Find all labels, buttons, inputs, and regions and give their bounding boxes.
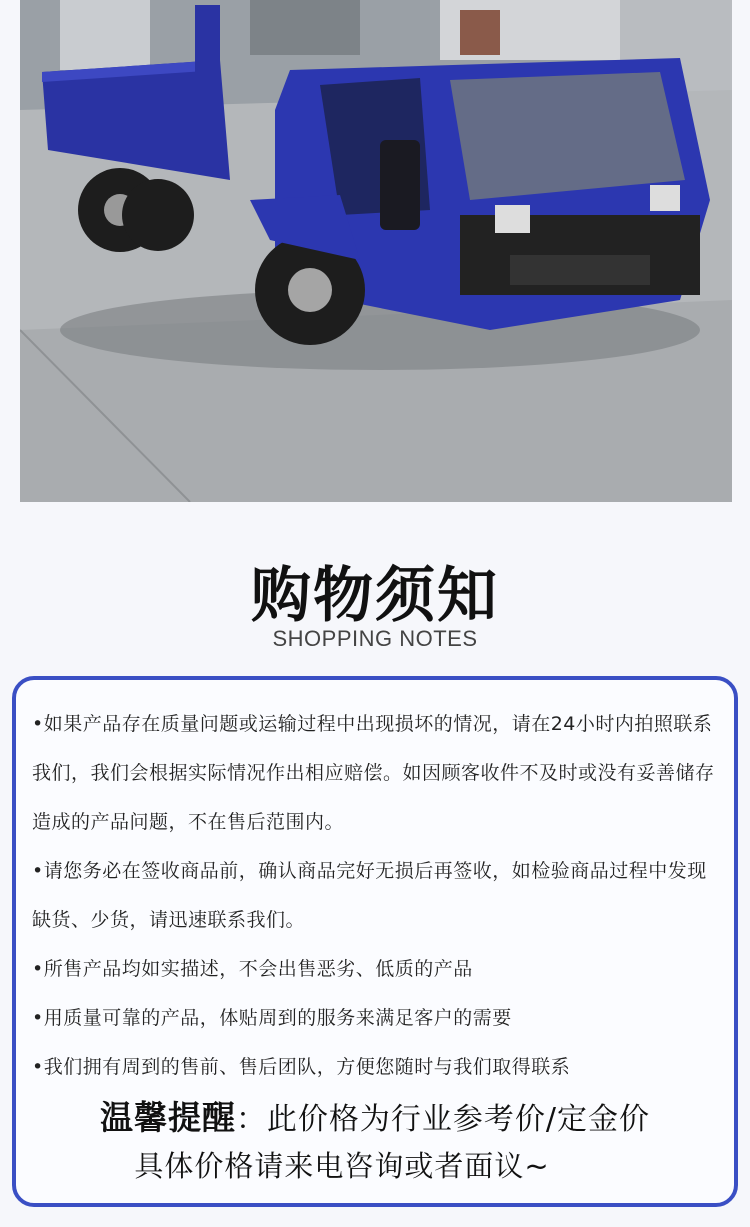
price-reminder	[0, 1092, 750, 1139]
dump-truck-image	[20, 0, 732, 502]
reminder-label: 温馨提醒	[99, 1098, 236, 1137]
note-item: •所售产品均如实描述，不会出售恶劣、低质的产品	[32, 958, 473, 980]
reminder-line-2: 具体价格请来电咨询或者面议~	[134, 1149, 550, 1183]
note-item: •我们拥有周到的售前、售后团队，方便您随时与我们取得联系	[32, 1056, 571, 1078]
reminder-line-1: ：此价格为行业参考价/定金价	[235, 1102, 651, 1137]
note-item: •用质量可靠的产品，体贴周到的服务来满足客户的需要	[32, 1007, 512, 1029]
note-item: •如果产品存在质量问题或运输过程中出现损坏的情况，请在24小时内拍照联系我们，我们会根据实际情况作出相应赔偿。如因顾客收件不及时或没有妥善储存造成的产品问题，不在售后范围内。	[32, 713, 715, 833]
note-item: •请您务必在签收商品前，确认商品完好无损后再签收，如检验商品过程中发现缺货、少货，请迅速联系我们。	[32, 860, 707, 931]
section-subtitle: SHOPPING NOTES	[272, 626, 478, 651]
section-title: 购物须知	[251, 561, 499, 631]
product-photo	[20, 0, 732, 502]
